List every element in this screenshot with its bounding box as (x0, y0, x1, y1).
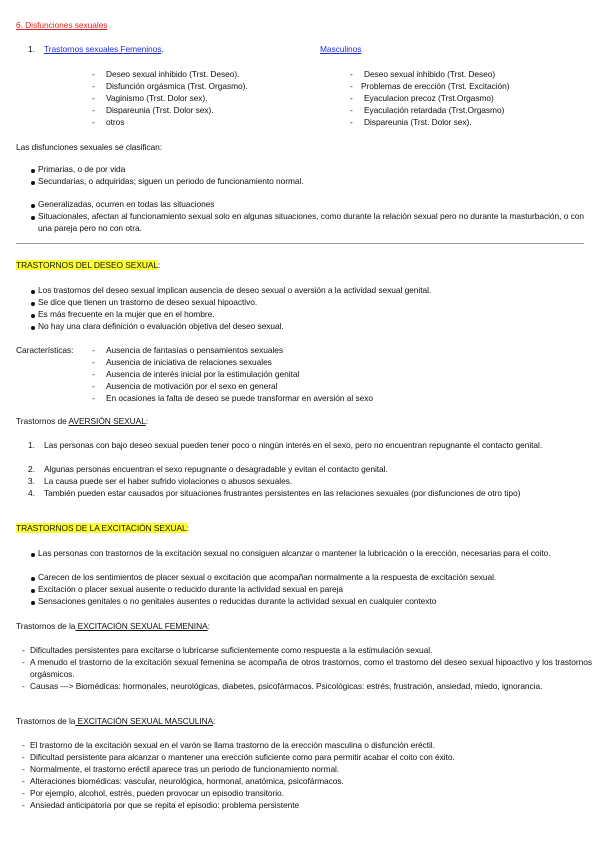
page-title: 6. Disfunciones sexuales (16, 20, 108, 30)
male-item: - Deseo sexual inhibido (Trst. Deseo) (350, 69, 496, 79)
list-item: Primarias, o de por vida (38, 164, 126, 174)
list-item: Se dice que tienen un trastorno de deseo sexual hipoactivo. (38, 297, 258, 307)
list-item: Carecen de los sentimientos de placer sexual o excitación que acompañan normalmente a la respuesta de excitación sexual. (38, 572, 497, 582)
female-item: - Disfunción orgásmica (Trst. Orgasmo). (92, 81, 248, 91)
classification-intro: Las disfunciones sexuales se clasifican: (16, 142, 163, 152)
list-item: Las personas con trastornos de la excitación sexual no consiguen alcanzar o mantener la lubricación o la erección, necesarias para el coito. (38, 548, 551, 558)
list-item: Dificultad persistente para alcanzar o mantener una erección suficiente como para permitir acabar el coito con éxito. (30, 752, 455, 762)
male-item: - Eyaculacion precoz (Trst.Orgasmo) (350, 93, 494, 103)
list-item: - Ausencia de motivación por el sexo en general (92, 381, 278, 391)
dash-marker: - (22, 657, 25, 667)
bullet-dot (31, 169, 35, 173)
female-heading-period: . (161, 44, 164, 54)
female-heading (44, 44, 164, 56)
female-item: - otros (92, 117, 125, 127)
female-item: - Deseo sexual inhibido (Trst. Deseo). (92, 69, 240, 79)
female-heading-number: 1. (28, 44, 35, 54)
bullet-dot (31, 204, 35, 208)
list-number: 4. (28, 488, 35, 498)
list-number: 1. (28, 440, 35, 450)
list-item: También pueden estar causados por situaciones frustrantes persistentes en las relaciones sexuales (por disfunciones de otro tipo) (44, 488, 521, 498)
list-item: No hay una clara definición o evaluación objetiva del deseo sexual. (38, 321, 284, 331)
list-item: Ansiedad anticipatoria por que se repita el episodio: problema persistente (30, 800, 300, 810)
masculina-heading: Trastornos de la EXCITACIÓN SEXUAL MASCULINA: (16, 716, 216, 726)
list-item: Es más frecuente en la mujer que en el hombre. (38, 309, 215, 319)
bullet-dot (31, 577, 35, 581)
excitacion-heading (16, 523, 189, 535)
bullet-dot (31, 553, 35, 557)
list-item: La causa puede ser el haber sufrido violaciones o abusos sexuales. (44, 476, 293, 486)
list-item: El trastorno de la excitación sexual en el varón se llama trastorno de la erección masculina o disfunción eréctil. (30, 740, 435, 750)
bullet-dot (31, 290, 35, 294)
male-item: - Problemas de erección (Trst. Excitación) (350, 81, 510, 91)
bullet-dot (31, 302, 35, 306)
male-heading: Masculinos (320, 44, 362, 54)
list-number: 3. (28, 476, 35, 486)
list-item: Las personas con bajo deseo sexual pueden tener poco o ningún interés en el sexo, pero no encuentran repugnante el contacto genital. (44, 440, 543, 450)
characteristics-label: Características: (16, 345, 74, 355)
deseo-heading-text: TRASTORNOS DEL DESEO SEXUAL (16, 260, 158, 270)
dash-marker: - (22, 788, 25, 798)
dash-marker: - (22, 681, 25, 691)
list-item: Dificultades persistentes para excitarse o lubricarse suficientemente como respuesta a la estimulación sexual. (30, 645, 433, 655)
dash-marker: - (22, 752, 25, 762)
list-item: Excitación o placer sexual ausente o reducido durante la actividad sexual en pareja (38, 584, 343, 594)
list-item: Algunas personas encuentran el sexo repugnante o desagradable y evitan el contacto genital. (44, 464, 388, 474)
list-item: Los trastornos del deseo sexual implican ausencia de deseo sexual o aversión a la actividad sexual genital. (38, 285, 432, 295)
list-item: Alteraciones biomédicas: vascular, neurológica, hormonal, anatómica, psicofármacos. (30, 776, 344, 786)
female-item: - Vaginismo (Trst. Dolor sex). (92, 93, 208, 103)
list-item: - Ausencia de interés inicial por la estimulación genital (92, 369, 300, 379)
excitacion-heading-text: TRASTORNOS DE LA EXCITACIÓN SEXUAL (16, 523, 187, 533)
dash-marker: - (22, 645, 25, 655)
bullet-dot (31, 589, 35, 593)
male-item: - Eyaculación retardada (Trst.Orgasmo) (350, 105, 505, 115)
dash-marker: - (22, 764, 25, 774)
bullet-dot (31, 314, 35, 318)
aversion-heading-text: AVERSIÓN SEXUAL (68, 416, 146, 426)
female-heading-text: Trastornos sexuales Femeninos (44, 44, 162, 54)
list-item: Generalizadas, ocurren en todas las situaciones (38, 199, 215, 209)
bullet-dot (31, 181, 35, 185)
deseo-heading-colon: : (158, 260, 161, 270)
list-item: - Ausencia de fantasías o pensamientos sexuales (92, 345, 283, 355)
excitacion-heading-colon: : (186, 523, 189, 533)
list-item: - En ocasiones la falta de deseo se puede transformar en aversión al sexo (92, 393, 373, 403)
bullet-dot (31, 216, 35, 220)
list-item: A menudo el trastorno de la excitación sexual femenina se acompaña de otros trastornos, como el trastorno del deseo sexual hipoactivo y los trastornos orgásmicos. (30, 657, 592, 679)
dash-marker: - (22, 800, 25, 810)
bullet-dot (31, 326, 35, 330)
dash-marker: - (22, 776, 25, 786)
aversion-heading: Trastornos de AVERSIÓN SEXUAL: (16, 416, 149, 426)
section-divider (16, 243, 584, 244)
male-item: - Dispareunia (Trst. Dolor sex). (350, 117, 472, 127)
list-item: Situacionales, afectan al funcionamiento sexual solo en algunas situaciones, como durante la relación sexual pero no durante la masturbación, o con una pareja pero no con otra. (38, 211, 584, 233)
list-item: Por ejemplo, alcohol, estrés, pueden provocar un episodio transitorio. (30, 788, 284, 798)
list-item: Causas ---> Biomédicas: hormonales, neurológicas, diabetes, psicofármacos. Psicológicas: estrés, frustración, ansiedad, miedo, ignorancia. (30, 681, 543, 691)
bullet-dot (31, 601, 35, 605)
list-item: Normalmente, el trastorno eréctil aparece tras un periodo de funcionamiento normal. (30, 764, 340, 774)
list-item: Sensaciones genitales o no genitales ausentes o reducidas durante la actividad sexual en cualquier contexto (38, 596, 437, 606)
deseo-heading (16, 260, 160, 272)
list-item: - Ausencia de iniciativa de relaciones sexuales (92, 357, 272, 367)
masculina-heading-text: EXCITACIÓN SEXUAL MASCULINA (75, 716, 214, 726)
list-number: 2. (28, 464, 35, 474)
list-item: Secundarias, o adquiridas; siguen un periodo de funcionamiento normal. (38, 176, 304, 186)
female-item: - Dispareunia (Trst. Dolor sex). (92, 105, 214, 115)
femenina-heading: Trastornos de la EXCITACIÓN SEXUAL FEMENINA: (16, 621, 210, 631)
femenina-heading-text: EXCITACIÓN SEXUAL FEMENINA (75, 621, 208, 631)
dash-marker: - (22, 740, 25, 750)
